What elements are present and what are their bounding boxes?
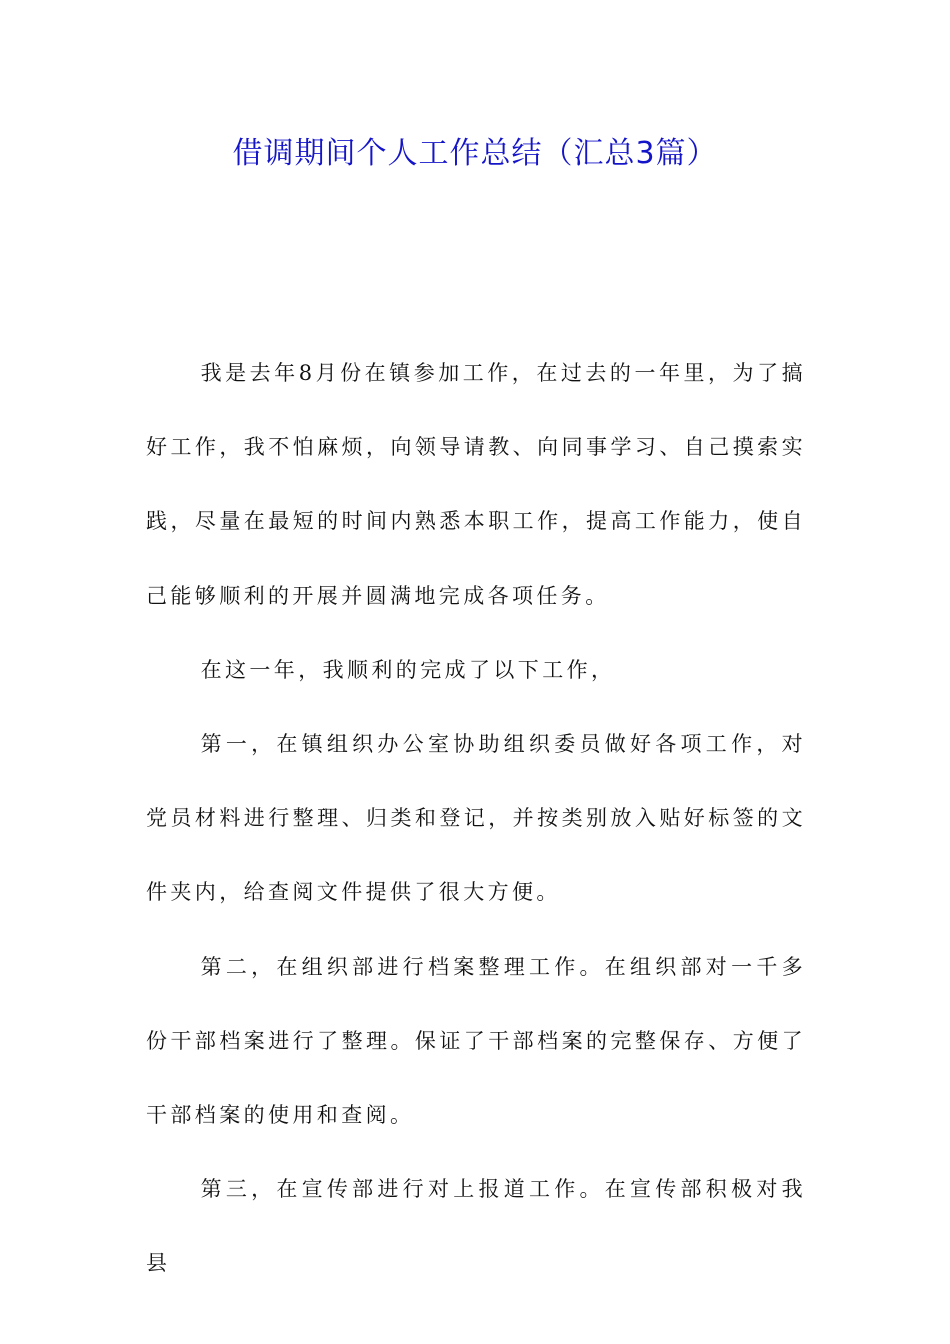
- paragraph: 第三，在宣传部进行对上报道工作。在宣传部积极对我县: [146, 1177, 806, 1276]
- document-body: [146, 336, 806, 1301]
- paragraph: 在这一年，我顺利的完成了以下工作，: [200, 657, 616, 682]
- paragraph: 第二，在组织部进行档案整理工作。在组织部对一千多份干部档案进行了整理。保证了干部档案的完整保存、方便了干部档案的使用和查阅。: [146, 954, 806, 1128]
- paragraph: 我是去年8月份在镇参加工作，在过去的一年里，为了搞好工作，我不怕麻烦，向领导请教、向同事学习、自己摸索实践，尽量在最短的时间内熟悉本职工作，提高工作能力，使自己能够顺利的开展并圆满地完成各项任务。: [146, 361, 806, 608]
- paragraph: 第一，在镇组织办公室协助组织委员做好各项工作，对党员材料进行整理、归类和登记，并按类别放入贴好标签的文件夹内，给查阅文件提供了很大方便。: [146, 732, 806, 905]
- document-title: 借调期间个人工作总结（汇总3篇）: [232, 136, 718, 171]
